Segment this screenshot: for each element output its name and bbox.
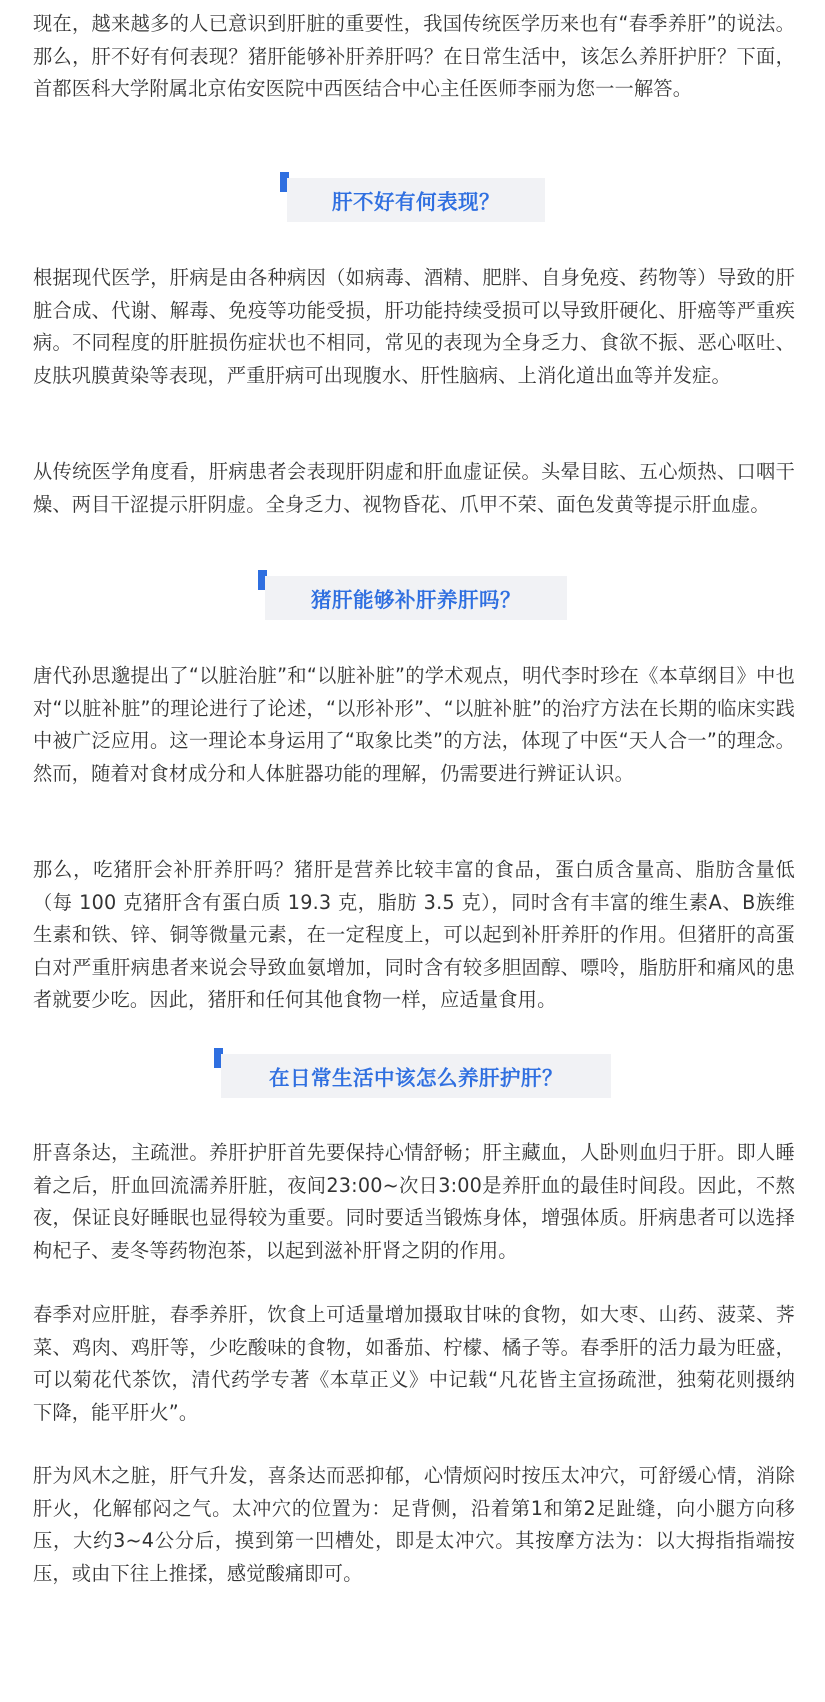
section-title-3: 在日常生活中该怎么养肝护肝？ bbox=[221, 1054, 611, 1098]
section-1-paragraph-1: 根据现代医学，肝病是由各种病因（如病毒、酒精、肥胖、自身免疫、药物等）导致的肝脏合成、代谢、解毒、免疫等功能受损，肝功能持续受损可以导致肝硬化、肝癌等严重疾病。不同程度的肝脏损伤症状也不相同，常见的表现为全身乏力、食欲不振、恶心呕吐、皮肤巩膜黄染等表现，严重肝病可出现腹水、肝性脑病、上消化道出血等并发症。 bbox=[33, 266, 795, 387]
section-title-2: 猪肝能够补肝养肝吗？ bbox=[265, 576, 567, 620]
section-heading-3 bbox=[33, 1048, 795, 1098]
intro-paragraph: 现在，越来越多的人已意识到肝脏的重要性，我国传统医学历来也有“春季养肝”的说法。那么，肝不好有何表现？猪肝能够补肝养肝吗？在日常生活中，该怎么养肝护肝？下面，首都医科大学附属北京佑安医院中西医结合中心主任医师李丽为您一一解答。 bbox=[33, 12, 795, 100]
section-3-paragraph-2: 春季对应肝脏，春季养肝，饮食上可适量增加摄取甘味的食物，如大枣、山药、菠菜、荠菜、鸡肉、鸡肝等，少吃酸味的食物，如番茄、柠檬、橘子等。春季肝的活力最为旺盛，可以菊花代茶饮，清代药学专著《本草正义》中记载“凡花皆主宣扬疏泄，独菊花则摄纳下降，能平肝火”。 bbox=[33, 1303, 795, 1424]
section-3-paragraph-3: 肝为风木之脏，肝气升发，喜条达而恶抑郁，心情烦闷时按压太冲穴，可舒缓心情，消除肝火，化解郁闷之气。太冲穴的位置为：足背侧，沿着第1和第2足趾缝，向小腿方向移压，大约3~4公分后，摸到第一凹槽处，即是太冲穴。其按摩方法为：以大拇指指端按压，或由下往上推揉，感觉酸痛即可。 bbox=[33, 1464, 795, 1585]
section-2-paragraph-2: 那么，吃猪肝会补肝养肝吗？猪肝是营养比较丰富的食品，蛋白质含量高、脂肪含量低（每 100 克猪肝含有蛋白质 19.3 克，脂肪 3.5 克），同时含有丰富的维生素A、B族维生素和铁、锌、铜等微量元素，在一定程度上，可以起到补肝养肝的作用。但猪肝的高蛋白对严重肝病患者来说会导致血氨增加，同时含有较多胆固醇、嘌呤，脂肪肝和痛风的患者就要少吃。因此，猪肝和任何其他食物一样，应适量食用。 bbox=[33, 858, 795, 1011]
section-2-paragraph-1: 唐代孙思邈提出了“以脏治脏”和“以脏补脏”的学术观点，明代李时珍在《本草纲目》中也对“以脏补脏”的理论进行了论述，“以形补形”、“以脏补脏”的治疗方法在长期的临床实践中被广泛应用。这一理论本身运用了“取象比类”的方法，体现了中医“天人合一”的理念。然而，随着对食材成分和人体脏器功能的理解，仍需要进行辨证认识。 bbox=[33, 664, 795, 785]
section-3-paragraph-1: 肝喜条达，主疏泄。养肝护肝首先要保持心情舒畅；肝主藏血，人卧则血归于肝。即人睡着之后，肝血回流濡养肝脏，夜间23:00~次日3:00是养肝血的最佳时间段。因此，不熬夜，保证良好睡眠也显得较为重要。同时要适当锻炼身体，增强体质。肝病患者可以选择枸杞子、麦冬等药物泡茶，以起到滋补肝肾之阴的作用。 bbox=[33, 1141, 795, 1262]
section-heading-1 bbox=[33, 172, 795, 222]
section-heading-2 bbox=[33, 570, 795, 620]
section-title-1: 肝不好有何表现？ bbox=[287, 178, 545, 222]
section-1-paragraph-2: 从传统医学角度看，肝病患者会表现肝阴虚和肝血虚证侯。头晕目眩、五心烦热、口咽干燥、两目干涩提示肝阴虚。全身乏力、视物昏花、爪甲不荣、面色发黄等提示肝血虚。 bbox=[33, 460, 795, 516]
